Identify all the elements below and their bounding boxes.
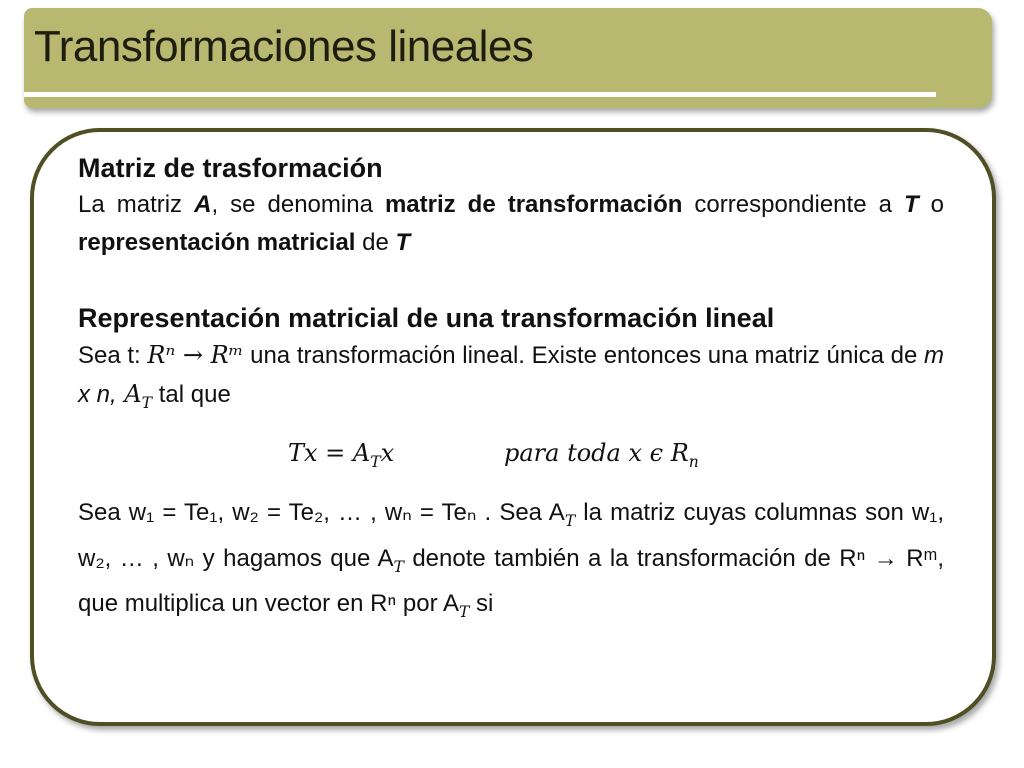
existence-paragraph (78, 336, 944, 422)
text: T (903, 191, 919, 218)
section-heading-matrix: Matriz de trasformación (78, 153, 383, 183)
subscript: T (564, 511, 576, 530)
title-underline (24, 92, 936, 97)
slide-content (78, 150, 944, 631)
definition-paragraph (78, 186, 944, 262)
text: Tx = A (288, 438, 371, 467)
text: m x n, (78, 342, 945, 408)
text: A (194, 191, 212, 218)
text: , se denomina (211, 191, 385, 218)
text: la matriz cuyas columnas son w₁, w₂, … , wₙ y hagamos que A (78, 498, 944, 572)
title-banner (24, 8, 992, 108)
subscript: T (393, 557, 404, 576)
equation-right (504, 434, 699, 481)
text: si (469, 590, 494, 618)
text: Sea t: (78, 342, 148, 369)
text: de (355, 229, 396, 256)
subscript: T (370, 452, 381, 471)
bold-term: matriz de transformación (384, 191, 683, 218)
math-expression: Rⁿ → Rᵐ (147, 341, 244, 369)
text: T (395, 229, 411, 256)
columns-paragraph (78, 494, 944, 631)
spacer (78, 262, 944, 300)
text: La matriz (78, 191, 195, 218)
subscript: n (688, 452, 699, 471)
subscript: T (458, 603, 470, 622)
text: denote también a la transformación de Rⁿ → Rᵐ, que multiplica un vector en Rⁿ por A (78, 544, 944, 618)
text: o (918, 191, 944, 218)
equation (78, 434, 944, 472)
bold-term: representación matricial (78, 229, 356, 256)
text: Sea w₁ = Te₁, w₂ = Te₂, … , wₙ = Teₙ . Sea A (78, 498, 565, 526)
section-heading-representation: Representación matricial de una transformación lineal (78, 303, 775, 333)
text: tal que (152, 381, 231, 408)
slide-title: Transformaciones lineales (34, 22, 534, 71)
text: x (380, 438, 395, 467)
text: una transformación lineal. Existe entonces una matriz única de (243, 342, 925, 369)
subscript: T (141, 393, 153, 412)
text: para toda x ϵ R (504, 438, 689, 467)
text: correspondiente a (682, 191, 904, 218)
equation-left (288, 434, 394, 481)
math-expression: A (116, 380, 142, 408)
